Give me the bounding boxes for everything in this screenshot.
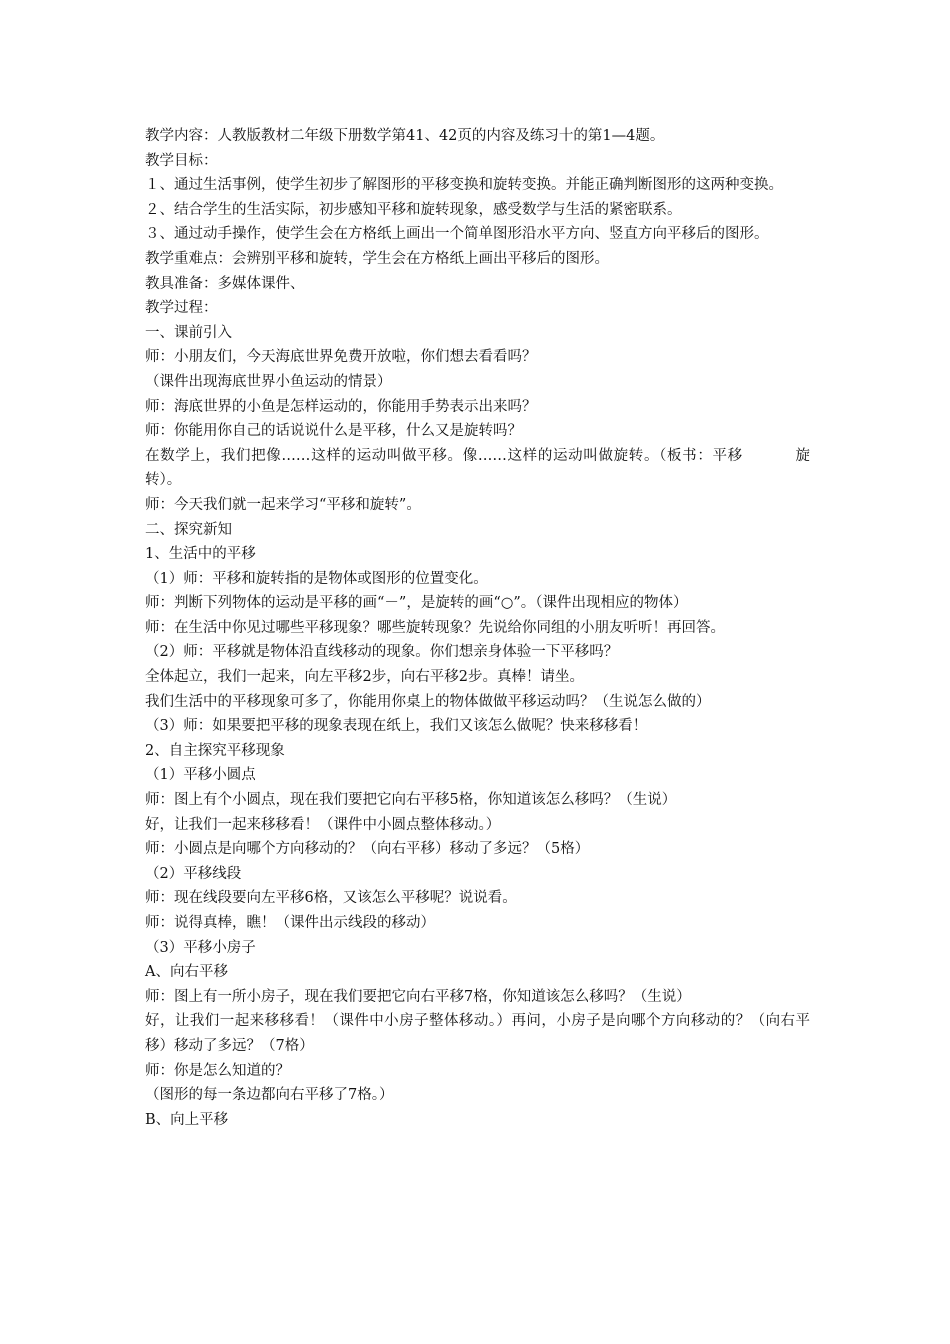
paragraph: B、向上平移	[145, 1111, 229, 1128]
goal-3: ３、通过动手操作，使学生会在方格纸上画出一个简单图形沿水平方向、竖直方向平移后的图形。	[145, 226, 769, 243]
paragraph: 师：今天我们就一起来学习“平移和旋转”。	[145, 496, 421, 513]
paragraph: 师：你是怎么知道的？	[145, 1062, 290, 1079]
teaching-process-heading: 教学过程：	[145, 300, 218, 317]
section-explore-heading: 二、探究新知	[145, 521, 232, 538]
paragraph: 好，让我们一起来移移看！（课件中小圆点整体移动。）	[145, 816, 501, 833]
goal-1: １、通过生活事例，使学生初步了解图形的平移变换和旋转变换。并能正确判断图形的这两种变换。	[145, 177, 783, 194]
paragraph: 师：小圆点是向哪个方向移动的？（向右平移）移动了多远？（5格）	[145, 841, 590, 858]
paragraph: 全体起立，我们一起来，向左平移2步，向右平移2步。真棒！请坐。	[145, 669, 584, 686]
paragraph: 师：说得真棒，瞧！（课件出示线段的移动）	[145, 915, 435, 931]
teaching-goals-heading: 教学目标：	[145, 152, 218, 169]
key-difficulty: 教学重难点：会辨别平移和旋转，学生会在方格纸上画出平移后的图形。	[145, 250, 609, 267]
paragraph: （3）平移小房子	[145, 939, 256, 956]
paragraph: （2）平移线段	[145, 865, 242, 882]
teaching-aids: 教具准备：多媒体课件、	[145, 275, 305, 292]
paragraph: 师：判断下列物体的运动是平移的画“－”，是旋转的画“○”。（课件出现相应的物体）	[145, 595, 688, 612]
subsection-heading: 2、自主探究平移现象	[145, 742, 285, 759]
paragraph: （1）平移小圆点	[145, 767, 256, 784]
paragraph: （图形的每一条边都向右平移了7格。）	[145, 1087, 394, 1104]
paragraph: （3）师：如果要把平移的现象表现在纸上，我们又该怎么做呢？快来移移看！	[145, 718, 648, 735]
paragraph: 师：现在线段要向左平移6格，又该怎么平移呢？说说看。	[145, 890, 517, 907]
paragraph: 好，让我们一起来移移看！（课件中小房子整体移动。）再问，小房子是向哪个方向移动的？（向右平移）移动了多远？（7格）	[145, 1013, 810, 1054]
paragraph: 师：海底世界的小鱼是怎样运动的，你能用手势表示出来吗？	[145, 398, 537, 415]
goal-2: ２、结合学生的生活实际，初步感知平移和旋转现象，感受数学与生活的紧密联系。	[145, 201, 682, 218]
paragraph: （2）师：平移就是物体沿直线移动的现象。你们想亲身体验一下平移吗？	[145, 644, 619, 661]
section-intro-heading: 一、课前引入	[145, 324, 232, 341]
paragraph: 师：你能用你自己的话说说什么是平移，什么又是旋转吗？	[145, 423, 522, 440]
paragraph: 师：图上有一所小房子，现在我们要把它向右平移7格，你知道该怎么移吗？（生说）	[145, 988, 691, 1005]
paragraph: 师：图上有个小圆点，现在我们要把它向右平移5格，你知道该怎么移吗？（生说）	[145, 792, 677, 809]
teaching-content: 教学内容：人教版教材二年级下册数学第41、42页的内容及练习十的第1—4题。	[145, 128, 665, 144]
paragraph: 师：小朋友们，今天海底世界免费开放啦，你们想去看看吗？	[145, 349, 537, 366]
paragraph: 我们生活中的平移现象可多了，你能用你桌上的物体做做平移运动吗？（生说怎么做的）	[145, 693, 711, 710]
paragraph: （课件出现海底世界小鱼运动的情景）	[145, 373, 392, 390]
paragraph: A、向右平移	[145, 964, 228, 981]
paragraph: 在数学上，我们把像……这样的运动叫做平移。像……这样的运动叫做旋转。（板书：平移 旋转）。	[145, 447, 810, 489]
document-body	[145, 124, 810, 1132]
subsection-heading: 1、生活中的平移	[145, 546, 256, 563]
paragraph: （1）师：平移和旋转指的是物体或图形的位置变化。	[145, 570, 488, 587]
paragraph: 师：在生活中你见过哪些平移现象？哪些旋转现象？先说给你同组的小朋友听听！再回答。	[145, 619, 725, 636]
